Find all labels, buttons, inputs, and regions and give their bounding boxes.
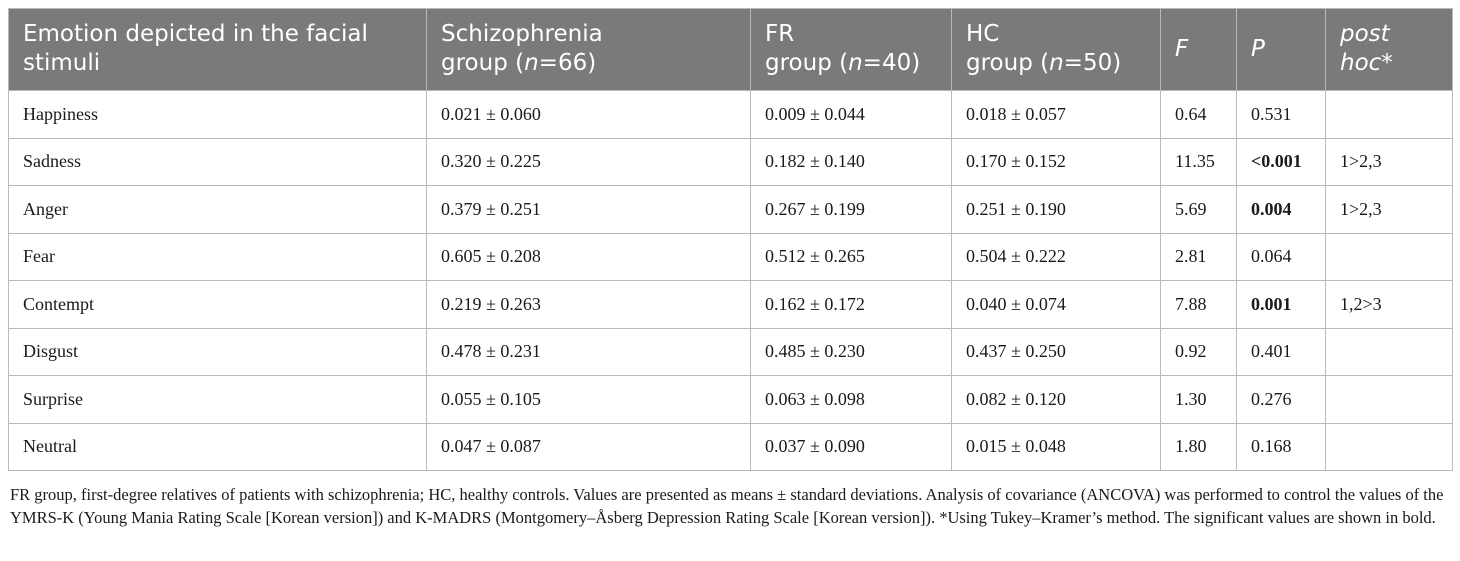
cell-p: <0.001 xyxy=(1237,138,1326,186)
table-footnote: FR group, first-degree relatives of patients with schizophrenia; HC, healthy controls. Values are presented as means ± standard deviations. Analysis of covariance (ANCOVA) was performed to control the values of the YMRS-K (Young Mania Rating Scale [Korean version]) and K-MADRS (Montgomery–Åsberg Depression Rating Scale [Korean version]). *Using Tukey–Kramer’s method. The significant values are shown in bold. xyxy=(10,485,1444,527)
cell-post-hoc xyxy=(1326,423,1453,471)
cell-fr: 0.485 ± 0.230 xyxy=(751,328,952,376)
results-table xyxy=(8,8,1453,471)
cell-p: 0.004 xyxy=(1237,186,1326,234)
cell-hc: 0.251 ± 0.190 xyxy=(952,186,1161,234)
cell-f: 2.81 xyxy=(1161,233,1237,281)
header-hc-line1: HC xyxy=(966,21,1000,47)
cell-post-hoc xyxy=(1326,91,1453,139)
cell-schizophrenia: 0.379 ± 0.251 xyxy=(427,186,751,234)
cell-fr: 0.009 ± 0.044 xyxy=(751,91,952,139)
header-hc-group xyxy=(952,9,1161,91)
header-hc-n: n xyxy=(1049,50,1064,76)
table-row xyxy=(9,423,1453,471)
cell-schizophrenia: 0.047 ± 0.087 xyxy=(427,423,751,471)
cell-p: 0.168 xyxy=(1237,423,1326,471)
table-row xyxy=(9,376,1453,424)
table-row xyxy=(9,281,1453,329)
header-hc-count: =50) xyxy=(1063,50,1122,76)
cell-schizophrenia: 0.021 ± 0.060 xyxy=(427,91,751,139)
header-post-hoc xyxy=(1326,9,1453,91)
cell-schizophrenia: 0.055 ± 0.105 xyxy=(427,376,751,424)
cell-f: 7.88 xyxy=(1161,281,1237,329)
cell-emotion: Sadness xyxy=(9,138,427,186)
cell-emotion: Happiness xyxy=(9,91,427,139)
table-header-row xyxy=(9,9,1453,91)
header-fr-count: =40) xyxy=(862,50,921,76)
cell-fr: 0.512 ± 0.265 xyxy=(751,233,952,281)
cell-fr: 0.267 ± 0.199 xyxy=(751,186,952,234)
header-schiz-group: group ( xyxy=(441,50,525,76)
cell-hc: 0.018 ± 0.057 xyxy=(952,91,1161,139)
cell-hc: 0.015 ± 0.048 xyxy=(952,423,1161,471)
header-fr-line1: FR xyxy=(765,21,795,47)
cell-emotion: Surprise xyxy=(9,376,427,424)
cell-hc: 0.082 ± 0.120 xyxy=(952,376,1161,424)
cell-fr: 0.063 ± 0.098 xyxy=(751,376,952,424)
header-schizophrenia-group xyxy=(427,9,751,91)
header-hc-group-text: group ( xyxy=(966,50,1050,76)
table-figure xyxy=(8,8,1452,529)
cell-post-hoc: 1,2>3 xyxy=(1326,281,1453,329)
table-row xyxy=(9,138,1453,186)
cell-post-hoc xyxy=(1326,328,1453,376)
cell-p: 0.064 xyxy=(1237,233,1326,281)
cell-post-hoc: 1>2,3 xyxy=(1326,138,1453,186)
header-fr-n: n xyxy=(848,50,863,76)
cell-f: 11.35 xyxy=(1161,138,1237,186)
header-schiz-count: =66) xyxy=(538,50,597,76)
cell-p: 0.001 xyxy=(1237,281,1326,329)
cell-p: 0.276 xyxy=(1237,376,1326,424)
cell-p: 0.401 xyxy=(1237,328,1326,376)
cell-f: 1.80 xyxy=(1161,423,1237,471)
cell-hc: 0.504 ± 0.222 xyxy=(952,233,1161,281)
table-row xyxy=(9,328,1453,376)
cell-schizophrenia: 0.605 ± 0.208 xyxy=(427,233,751,281)
cell-post-hoc xyxy=(1326,376,1453,424)
header-schiz-line1: Schizophrenia xyxy=(441,21,603,47)
header-f: F xyxy=(1161,9,1237,91)
cell-post-hoc: 1>2,3 xyxy=(1326,186,1453,234)
cell-emotion: Contempt xyxy=(9,281,427,329)
cell-post-hoc xyxy=(1326,233,1453,281)
cell-f: 1.30 xyxy=(1161,376,1237,424)
cell-emotion: Fear xyxy=(9,233,427,281)
table-row xyxy=(9,233,1453,281)
table-row xyxy=(9,186,1453,234)
cell-f: 5.69 xyxy=(1161,186,1237,234)
header-schiz-n: n xyxy=(524,50,539,76)
cell-fr: 0.182 ± 0.140 xyxy=(751,138,952,186)
cell-schizophrenia: 0.219 ± 0.263 xyxy=(427,281,751,329)
header-posthoc-line2: hoc* xyxy=(1340,50,1393,76)
header-fr-group xyxy=(751,9,952,91)
cell-emotion: Disgust xyxy=(9,328,427,376)
cell-hc: 0.170 ± 0.152 xyxy=(952,138,1161,186)
cell-emotion: Anger xyxy=(9,186,427,234)
header-emotion: Emotion depicted in the facial stimuli xyxy=(9,9,427,91)
header-p: P xyxy=(1237,9,1326,91)
cell-p: 0.531 xyxy=(1237,91,1326,139)
cell-emotion: Neutral xyxy=(9,423,427,471)
cell-fr: 0.037 ± 0.090 xyxy=(751,423,952,471)
cell-hc: 0.437 ± 0.250 xyxy=(952,328,1161,376)
cell-hc: 0.040 ± 0.074 xyxy=(952,281,1161,329)
cell-f: 0.64 xyxy=(1161,91,1237,139)
cell-f: 0.92 xyxy=(1161,328,1237,376)
table-row xyxy=(9,91,1453,139)
header-posthoc-line1: post xyxy=(1340,21,1390,47)
cell-fr: 0.162 ± 0.172 xyxy=(751,281,952,329)
cell-schizophrenia: 0.320 ± 0.225 xyxy=(427,138,751,186)
cell-schizophrenia: 0.478 ± 0.231 xyxy=(427,328,751,376)
header-fr-group-text: group ( xyxy=(765,50,849,76)
